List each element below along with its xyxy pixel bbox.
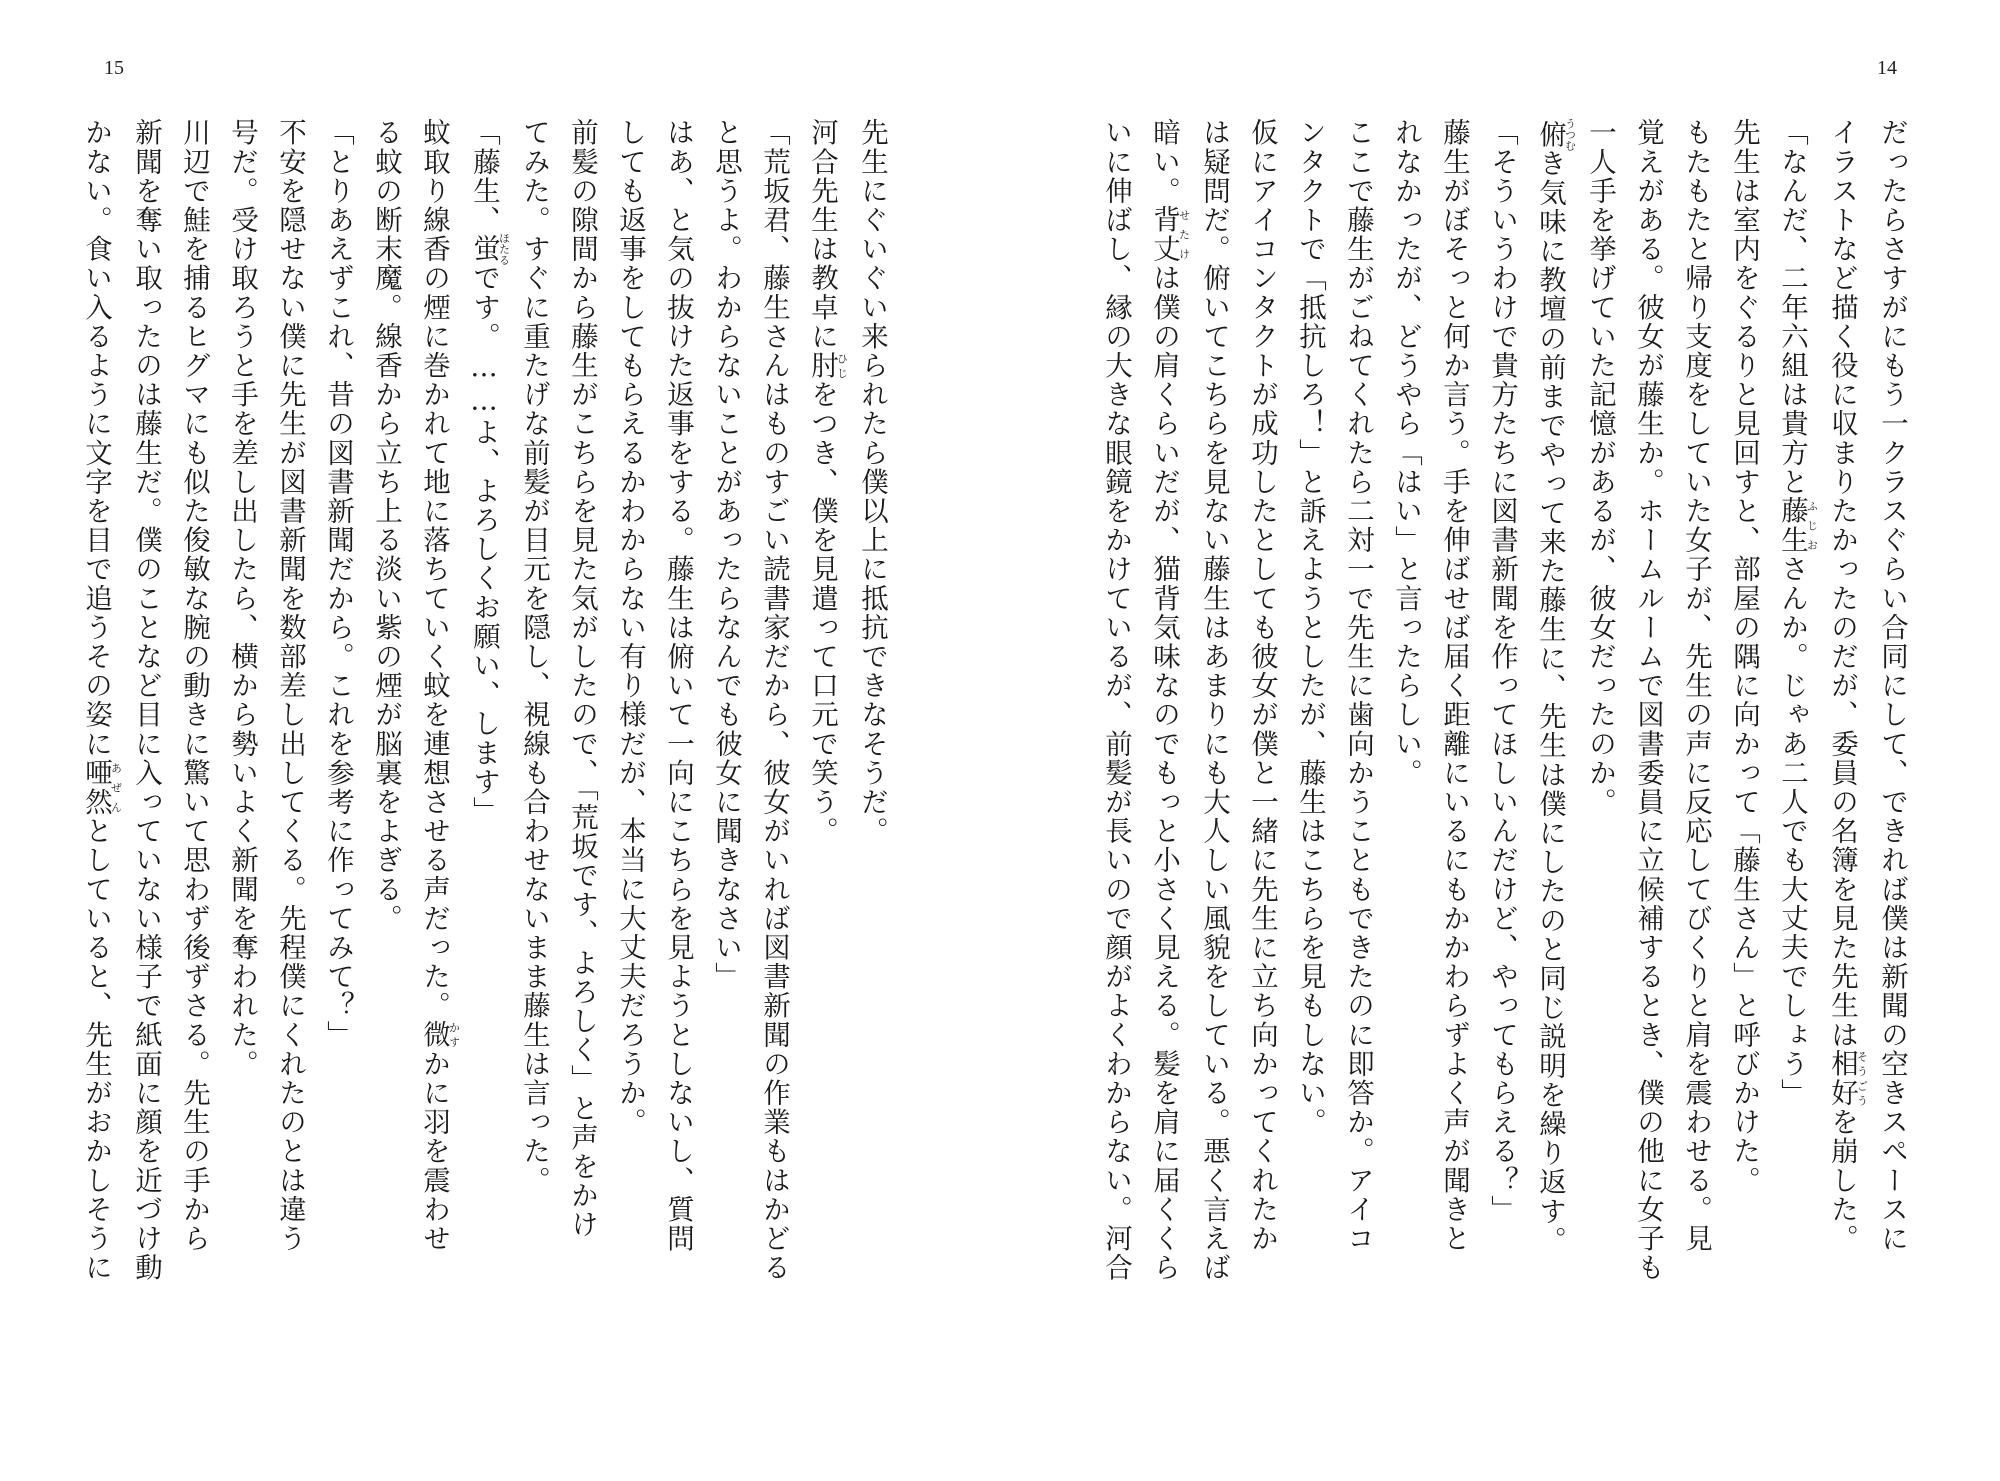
page-number-right: 14 (1877, 57, 1897, 79)
text-line: 先生にぐいぐい来られたら僕以上に抵抗できなそうだ。 (856, 118, 888, 846)
text-line: れなかったが、どうやら「はい」と言ったらしい。 (1390, 118, 1422, 788)
page-right-text (1096, 118, 1916, 1338)
furigana: 蛍ほたる (468, 232, 511, 266)
text-line: 藤生がぼそっと何か言う。手を伸ばせば届く距離にいるにもかかわらずよく声が聞きと (1438, 118, 1470, 1253)
text-line: 「なんだ、二年六組は貴方と藤生ふじおさんか。じゃあ二人でも大丈夫でしょう」 (1776, 118, 1819, 1108)
text-line: 「荒坂君、藤生さんはものすごい読書家だから、彼女がいれば図書新聞の作業もはかどる (758, 118, 790, 1282)
text-line: 暗い。背丈せたけは僕の肩くらいだが、猫背気味なのでもっと小さく見える。髪を肩に届くくら (1148, 118, 1191, 1283)
text-line: 俯うつむき気味に教壇の前までやって来た藤生に、先生は僕にしたのと同じ説明を繰り返す。 (1534, 118, 1577, 1255)
furigana: 肘ひじ (806, 350, 849, 380)
text-line: はあ、と気の抜けた返事をする。藤生は俯いて一向にこちらを見ようとしないし、質問 (662, 118, 694, 1253)
page-number-left: 15 (104, 57, 124, 79)
text-line: かない。食い入るように文字を目で追うその姿に唖然あぜんとしていると、先生がおかしそうに (80, 118, 123, 1283)
text-line: イラストなど描く役に収まりたかったのだが、委員の名簿を見た先生は相好そうごうを崩した。 (1826, 118, 1869, 1253)
text-line: 蚊取り線香の煙に巻かれて地に落ちていく蚊を連想させる声だった。微かすかに羽を震わせ (418, 118, 461, 1253)
text-line: てみた。すぐに重たげな前髪が目元を隠し、視線も合わせないまま藤生は言った。 (518, 118, 550, 1195)
text-line: 「とりあえずこれ、昔の図書新聞だから。これを参考に作ってみて？」 (322, 118, 354, 1050)
furigana: 藤生ふじお (1776, 496, 1819, 555)
text-line: 仮にアイコンタクトが成功したとしても彼女が僕と一緒に先生に立ち向かってくれたか (1246, 118, 1278, 1253)
furigana: 微かす (418, 1020, 461, 1050)
text-line: ンタクトで「抵抗しろ！」と訴えようとしたが、藤生はこちらを見もしない。 (1294, 118, 1326, 1137)
text-line: る蚊の断末魔。線香から立ち上る淡い紫の煙が脳裏をよぎる。 (370, 118, 402, 933)
text-line: もたもたと帰り支度をしていた女子が、先生の声に反応してびくりと肩を震わせる。見 (1680, 118, 1712, 1253)
text-line: いに伸ばし、縁の大きな眼鏡をかけているが、前髪が長いので顔がよくわからない。河合 (1100, 118, 1132, 1282)
text-line: しても返事をしてもらえるかわからない有り様だが、本当に大丈夫だろうか。 (614, 118, 646, 1137)
text-line: 覚えがある。彼女が藤生か。ホームルームで図書委員に立候補するとき、僕の他に女子も (1632, 118, 1664, 1282)
text-line: 「そういうわけで貴方たちに図書新聞を作ってほしいんだけど、やってもらえる？」 (1486, 118, 1518, 1224)
furigana: 唖然あぜん (80, 758, 123, 817)
text-line: は疑問だ。俯いてこちらを見ない藤生はあまりにも大人しい風貌をしている。悪く言えば (1198, 118, 1230, 1282)
text-line: 先生は室内をぐるりと見回すと、部屋の隅に向かって「藤生さん」と呼びかけた。 (1728, 118, 1760, 1195)
furigana: 背丈せたけ (1148, 205, 1191, 264)
furigana: 俯うつむ (1534, 118, 1577, 151)
text-line: 不安を隠せない僕に先生が図書新聞を数部差し出してくる。先程僕にくれたのとは違う (274, 118, 306, 1253)
text-line: 「藤生、蛍ほたるです。……よ、よろしくお願い、します」 (468, 118, 511, 826)
text-line: 一人手を挙げていた記憶があるが、彼女だったのか。 (1584, 118, 1616, 817)
furigana: 相好そうごう (1826, 1049, 1869, 1108)
text-line: と思うよ。わからないことがあったらなんでも彼女に聞きなさい」 (710, 118, 742, 991)
page-left-text (80, 118, 896, 1338)
text-line: だったらさすがにもう一クラスぐらい合同にして、できれば僕は新聞の空きスペースに (1876, 118, 1908, 1253)
text-line: 前髪の隙間から藤生がこちらを見た気がしたので、「荒坂です、よろしく」と声をかけ (566, 118, 598, 1240)
text-line: 川辺で鮭を捕るヒグマにも似た俊敏な腕の動きに驚いて思わず後ずさる。先生の手から (178, 118, 210, 1253)
text-line: 河合先生は教卓に肘ひじをつき、僕を見遣って口元で笑う。 (806, 118, 849, 846)
text-line: ここで藤生がごねてくれたら二対一で先生に歯向かうこともできたのに即答か。アイコ (1342, 118, 1374, 1253)
text-line: 新聞を奪い取ったのは藤生だ。僕のことなど目に入っていない様子で紙面に顔を近づけ動 (130, 118, 162, 1282)
text-line: 号だ。受け取ろうと手を差し出したら、横から勢いよく新聞を奪われた。 (226, 118, 258, 1079)
